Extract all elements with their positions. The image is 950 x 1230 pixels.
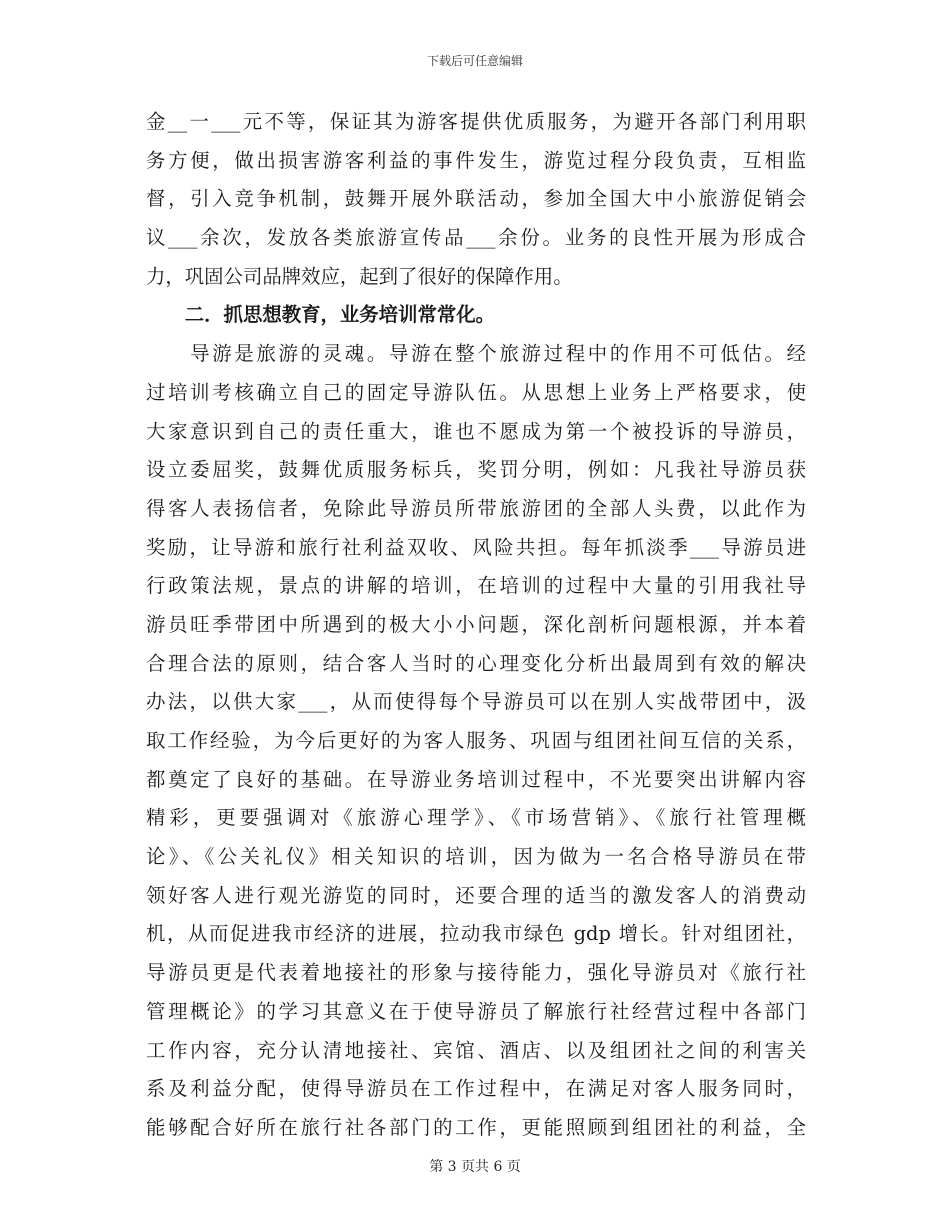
body-line: 游员旺季带团中所遇到的极大小小问题，深化剖析问题根源，并本着 — [146, 612, 806, 636]
body-line: 大家意识到自己的责任重大，谁也不愿成为第一个被投诉的导游员， — [146, 419, 806, 443]
body-line: 督，引入竞争机制，鼓舞开展外联活动，参加全国大中小旅游促销会 — [146, 187, 806, 211]
body-line: 奖励，让导游和旅行社利益双收、风险共担。每年抓淡季___导游员进 — [146, 535, 806, 559]
body-line: 金__一___元不等，保证其为游客提供优质服务，为避开各部门利用职 — [146, 110, 806, 133]
section-heading: 二．抓思想教育，业务培训常常化。 — [146, 303, 496, 327]
body-line: 取工作经验，为今后更好的为客人服务、巩固与组团社间互信的关系， — [146, 729, 806, 752]
body-line: 力，巩固公司品牌效应，起到了很好的保障作用。 — [146, 264, 573, 288]
body-line: 设立委屈奖，鼓舞优质服务标兵，奖罚分明，例如：凡我社导游员获 — [146, 458, 806, 482]
body-line: 都奠定了良好的基础。在导游业务培训过程中，不光要突出讲解内容 — [146, 767, 806, 791]
body-line: 系及利益分配，使得导游员在工作过程中，在满足对客人服务同时， — [146, 1077, 806, 1101]
body-line: 工作内容，充分认清地接社、宾馆、酒店、以及组团社之间的利害关 — [146, 1038, 806, 1062]
body-line: 得客人表扬信者，免除此导游员所带旅游团的全部人头费，以此作为 — [146, 496, 806, 520]
body-line: 合理合法的原则，结合客人当时的心理变化分析出最周到有效的解决 — [146, 651, 806, 675]
document-body — [146, 103, 806, 1148]
body-line: 管理概论》的学习其意义在于使导游员了解旅行社经营过程中各部门 — [146, 999, 806, 1023]
page-number: 第 3 页共 6 页 — [429, 1159, 521, 1175]
body-line: 务方便，做出损害游客利益的事件发生，游览过程分段负责，互相监 — [146, 148, 806, 172]
body-line: 办法，以供大家___，从而使得每个导游员可以在别人实战带团中，汲 — [146, 690, 806, 714]
body-line: 过培训考核确立自己的固定导游队伍。从思想上业务上严格要求，使 — [146, 380, 806, 404]
body-line: 论》、《公关礼仪》相关知识的培训，因为做为一名合格导游员在带 — [146, 845, 806, 869]
body-line: 行政策法规，景点的讲解的培训，在培训的过程中大量的引用我社导 — [146, 574, 806, 598]
body-line: 领好客人进行观光游览的同时，还要合理的适当的激发客人的消费动 — [146, 883, 806, 907]
body-line: 导游是旅游的灵魂。导游在整个旅游过程中的作用不可低估。经 — [146, 342, 806, 366]
body-line: 精彩，更要强调对《旅游心理学》、《市场营销》、《旅行社管理概 — [146, 806, 806, 830]
body-line: 议___余次，发放各类旅游宣传品___余份。业务的良性开展为形成合 — [146, 226, 806, 250]
body-line: 机，从而促进我市经济的进展，拉动我市绿色 gdp 增长。针对组团社， — [146, 922, 806, 946]
page-header: 下载后可任意编辑 — [426, 54, 523, 68]
body-line: 导游员更是代表着地接社的形象与接待能力，强化导游员对《旅行社 — [146, 961, 806, 985]
body-line: 能够配合好所在旅行社各部门的工作，更能照顾到组团社的利益，全 — [146, 1115, 806, 1139]
